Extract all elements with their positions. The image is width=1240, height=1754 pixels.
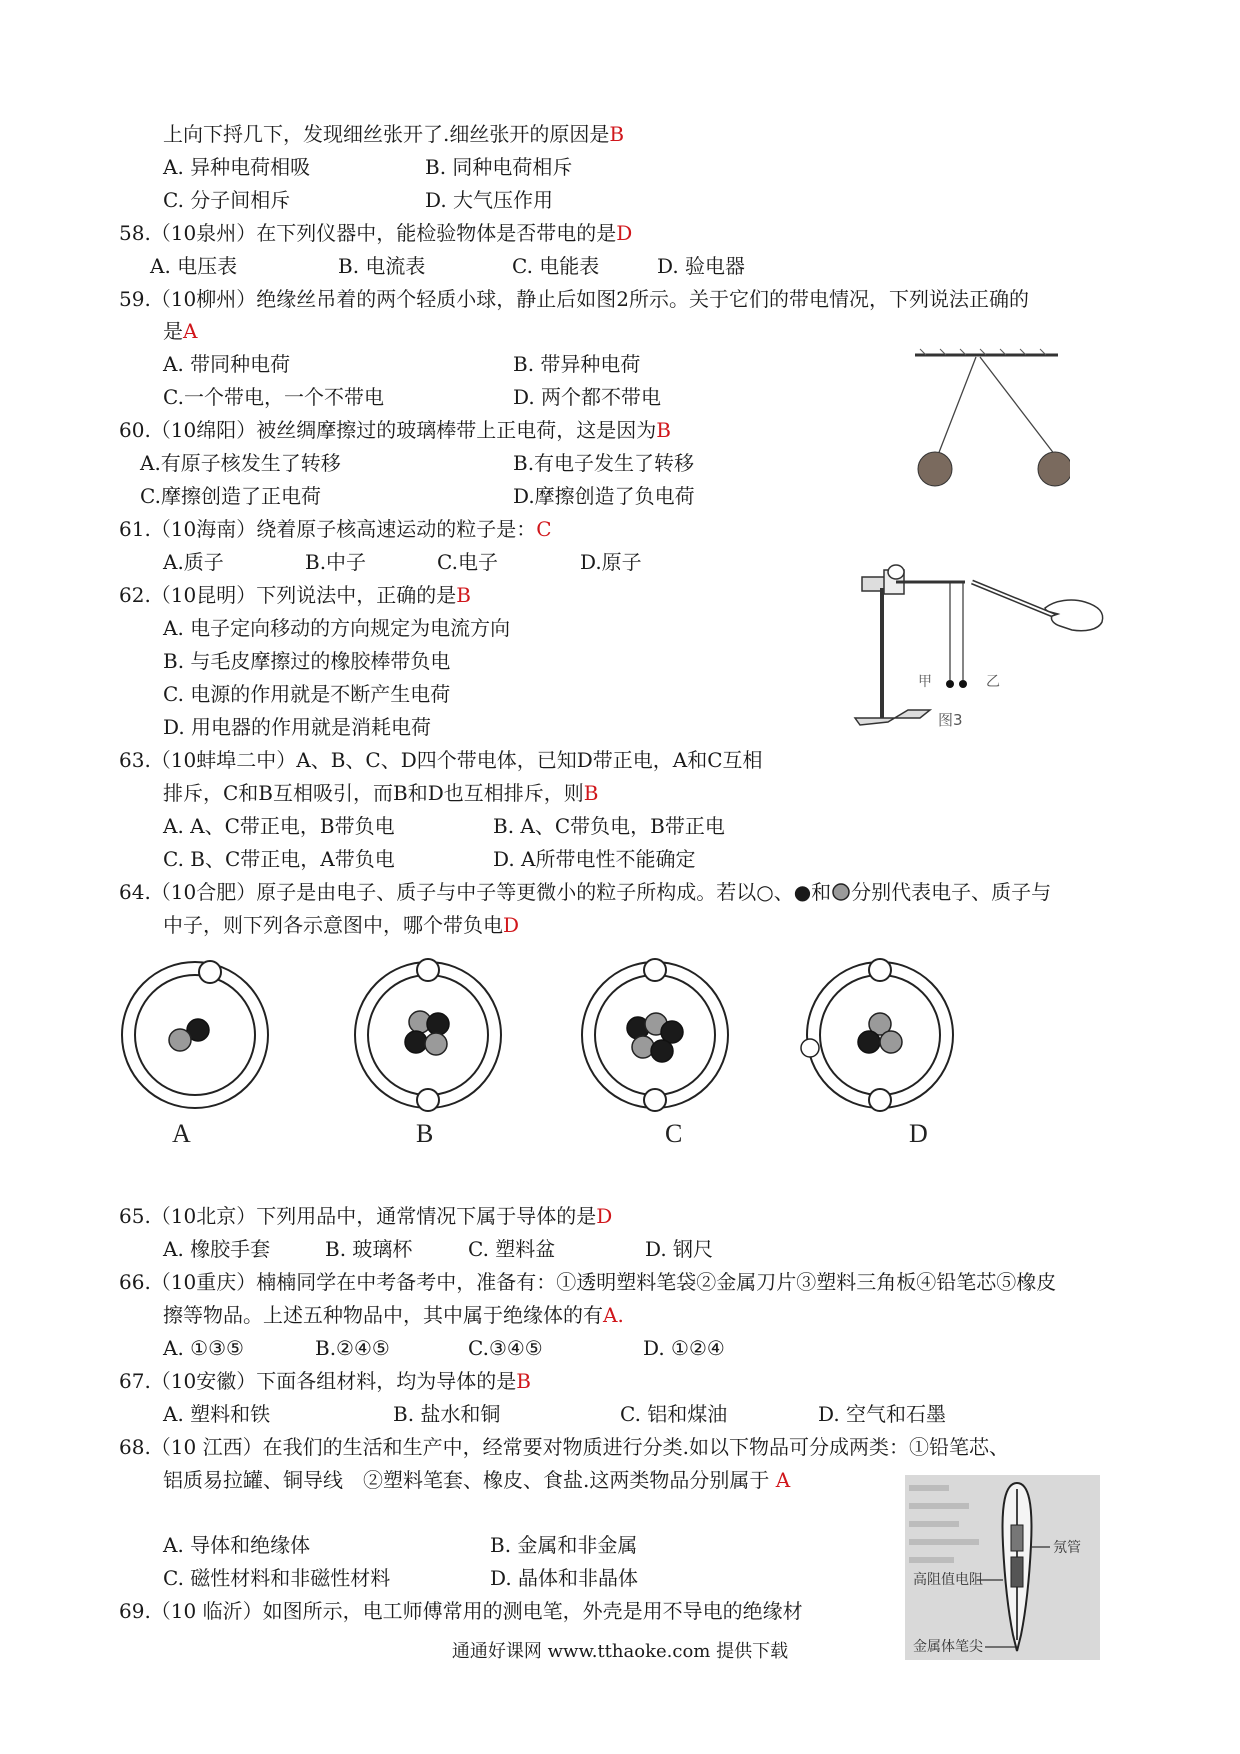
atom-label-a: A <box>172 1119 191 1148</box>
answer: A. <box>603 1303 624 1327</box>
question-61: 61.（10海南）绕着原子核高速运动的粒子是：C <box>119 517 552 541</box>
electron-icon <box>417 1089 439 1111</box>
option-c: C. 铝和煤油 <box>620 1402 728 1426</box>
option-b: B. 盐水和铜 <box>393 1402 501 1426</box>
ball-yi <box>959 680 967 688</box>
answer: B <box>609 122 625 146</box>
atom-a <box>122 961 268 1108</box>
electron-icon <box>199 961 221 983</box>
neutron-icon <box>632 1036 654 1058</box>
option-b: B. 带异种电荷 <box>513 352 641 376</box>
proton-icon <box>405 1031 427 1053</box>
option-d: D. 空气和石墨 <box>818 1402 947 1426</box>
electron-icon <box>644 1089 666 1111</box>
electron-icon <box>801 1039 819 1057</box>
thread-right <box>980 357 1055 455</box>
label-tip: 金属体笔尖 <box>913 1639 983 1655</box>
option-a: A. 导体和绝缘体 <box>163 1533 311 1557</box>
question-68: 68.（10 江西）在我们的生活和生产中，经常要对物质进行分类.如以下物品可分成两类：①铅笔芯、 <box>119 1435 1009 1459</box>
atom-b <box>355 959 501 1111</box>
answer: D <box>596 1204 613 1228</box>
proton-icon <box>427 1013 449 1035</box>
question-65: 65.（10北京）下列用品中，通常情况下属于导体的是D <box>119 1204 613 1228</box>
answer: B <box>656 418 671 442</box>
proton-icon <box>858 1031 880 1053</box>
question-60: 60.（10绵阳）被丝绸摩擦过的玻璃棒带上正电荷，这是因为B <box>119 418 671 442</box>
thread-left <box>938 357 976 455</box>
ball-right <box>1038 452 1070 486</box>
option-d: D. 大气压作用 <box>425 188 554 212</box>
question-63-cont: 排斥，C和B互相吸引，而B和D也互相排斥，则B <box>163 781 599 805</box>
question-59: 59.（10柳州）绝缘丝吊着的两个轻质小球，静止后如图2所示。关于它们的带电情况，下列说法正确的 <box>119 287 1029 311</box>
answer: D <box>503 913 520 937</box>
electron-icon <box>644 959 666 981</box>
neutron-icon <box>880 1031 902 1053</box>
option-d: D. 用电器的作用就是消耗电荷 <box>163 715 432 739</box>
atom-diagrams <box>110 950 1010 1150</box>
question-63: 63.（10蚌埠二中）A、B、C、D四个带电体，已知D带正电，A和C互相 <box>119 748 763 772</box>
electron-icon <box>869 1089 891 1111</box>
option-b: B. 金属和非金属 <box>490 1533 638 1557</box>
option-a: A. 异种电荷相吸 <box>163 155 311 179</box>
label-jia: 甲 <box>918 674 932 690</box>
question-68-cont: 铝质易拉罐、铜导线 ②塑料笔套、橡皮、食盐.这两类物品分别属于 A <box>163 1468 791 1492</box>
figure-caption: 图3 <box>938 711 963 729</box>
question-66-cont: 擦等物品。上述五种物品中，其中属于绝缘体的有A. <box>163 1303 624 1327</box>
proton-icon <box>651 1040 673 1062</box>
test-pen-figure <box>905 1475 1100 1660</box>
option-c: C. 塑料盆 <box>468 1237 556 1261</box>
neutron-symbol-icon <box>831 882 851 902</box>
option-c: C.电子 <box>437 550 498 574</box>
option-c: C. 电源的作用就是不断产生电荷 <box>163 682 451 706</box>
answer: C <box>536 517 552 541</box>
atom-label-b: B <box>416 1119 434 1148</box>
label-yi: 乙 <box>986 674 1000 690</box>
answer: A <box>775 1468 791 1492</box>
ceiling-bar <box>915 349 1058 355</box>
option-a: A.质子 <box>163 550 224 574</box>
atom-c <box>582 959 728 1111</box>
option-a: A. 塑料和铁 <box>163 1402 271 1426</box>
option-d: D. 钢尺 <box>645 1237 714 1261</box>
option-b: B. A、C带负电，B带正电 <box>493 814 725 838</box>
option-b: B. 电流表 <box>338 254 426 278</box>
answer: D <box>616 221 633 245</box>
option-d: D.原子 <box>580 550 642 574</box>
option-d: D.摩擦创造了负电荷 <box>513 484 695 508</box>
label-resistor: 高阻值电阻 <box>913 1572 983 1588</box>
stand-base <box>855 710 930 725</box>
option-a: A. 电子定向移动的方向规定为电流方向 <box>163 616 511 640</box>
ball-left <box>918 452 952 486</box>
option-c: C.③④⑤ <box>468 1336 543 1360</box>
electron-icon <box>417 959 439 981</box>
option-c: C. 分子间相斥 <box>163 188 291 212</box>
option-a: A. 带同种电荷 <box>163 352 291 376</box>
label-neon: 氖管 <box>1053 1540 1081 1556</box>
option-b: B.②④⑤ <box>315 1336 390 1360</box>
question-64: 64.（10合肥）原子是由电子、质子与中子等更微小的粒子所构成。若以○、●和 分别代表电子、质子与 <box>119 880 1052 904</box>
option-b: B.中子 <box>305 550 367 574</box>
option-d: D. A所带电性不能确定 <box>493 847 696 871</box>
answer: B <box>456 583 471 607</box>
option-d: D. ①②④ <box>643 1336 725 1360</box>
neutron-icon <box>425 1033 447 1055</box>
question-62: 62.（10昆明）下列说法中，正确的是B <box>119 583 471 607</box>
question-59-cont: 是A <box>163 319 198 343</box>
option-d: D. 验电器 <box>657 254 746 278</box>
answer: B <box>583 781 599 805</box>
option-d: D. 晶体和非晶体 <box>490 1566 639 1590</box>
question-69: 69.（10 临沂）如图所示，电工师傅常用的测电笔，外壳是用不导电的绝缘材 <box>119 1599 803 1623</box>
hand-icon <box>1045 600 1103 631</box>
page-footer: 通通好课网 www.tthaoke.com 提供下载 <box>451 1641 789 1662</box>
option-b: B. 玻璃杯 <box>325 1237 413 1261</box>
hanging-balls-figure <box>910 345 1070 500</box>
option-c: C. 电能表 <box>512 254 600 278</box>
option-a: A. A、C带正电，B带负电 <box>163 814 395 838</box>
question-58: 58.（10泉州）在下列仪器中，能检验物体是否带电的是D <box>119 221 633 245</box>
line-intro: 上向下捋几下，发现细丝张开了.细丝张开的原因是B <box>163 122 625 146</box>
option-a: A. 电压表 <box>150 254 238 278</box>
ball-jia <box>946 680 954 688</box>
option-a: A. 橡胶手套 <box>163 1237 271 1261</box>
option-c: C.摩擦创造了正电荷 <box>140 484 321 508</box>
neutron-icon <box>169 1029 191 1051</box>
option-d: D. 两个都不带电 <box>513 385 662 409</box>
answer: B <box>516 1369 531 1393</box>
question-67: 67.（10安徽）下面各组材料，均为导体的是B <box>119 1369 531 1393</box>
option-a: A. ①③⑤ <box>163 1336 244 1360</box>
option-c: C. B、C带正电，A带负电 <box>163 847 395 871</box>
option-c: C.一个带电，一个不带电 <box>163 385 384 409</box>
atom-label-d: D <box>909 1119 928 1148</box>
atom-label-c: C <box>665 1119 683 1148</box>
option-b: B.有电子发生了转移 <box>513 451 695 475</box>
electron-icon <box>869 959 891 981</box>
atom-d <box>801 959 953 1111</box>
answer: A <box>183 319 198 343</box>
question-64-cont: 中子，则下列各示意图中，哪个带负电D <box>163 913 520 937</box>
option-b: B. 与毛皮摩擦过的橡胶棒带负电 <box>163 649 451 673</box>
option-c: C. 磁性材料和非磁性材料 <box>163 1566 391 1590</box>
figure-3-stand <box>840 560 1110 740</box>
question-66: 66.（10重庆）楠楠同学在中考备考中，准备有：①透明塑料笔袋②金属刀片③塑料三角板④铅笔芯⑤橡皮 <box>119 1270 1057 1294</box>
option-b: B. 同种电荷相斥 <box>425 155 573 179</box>
option-a: A.有原子核发生了转移 <box>140 451 341 475</box>
